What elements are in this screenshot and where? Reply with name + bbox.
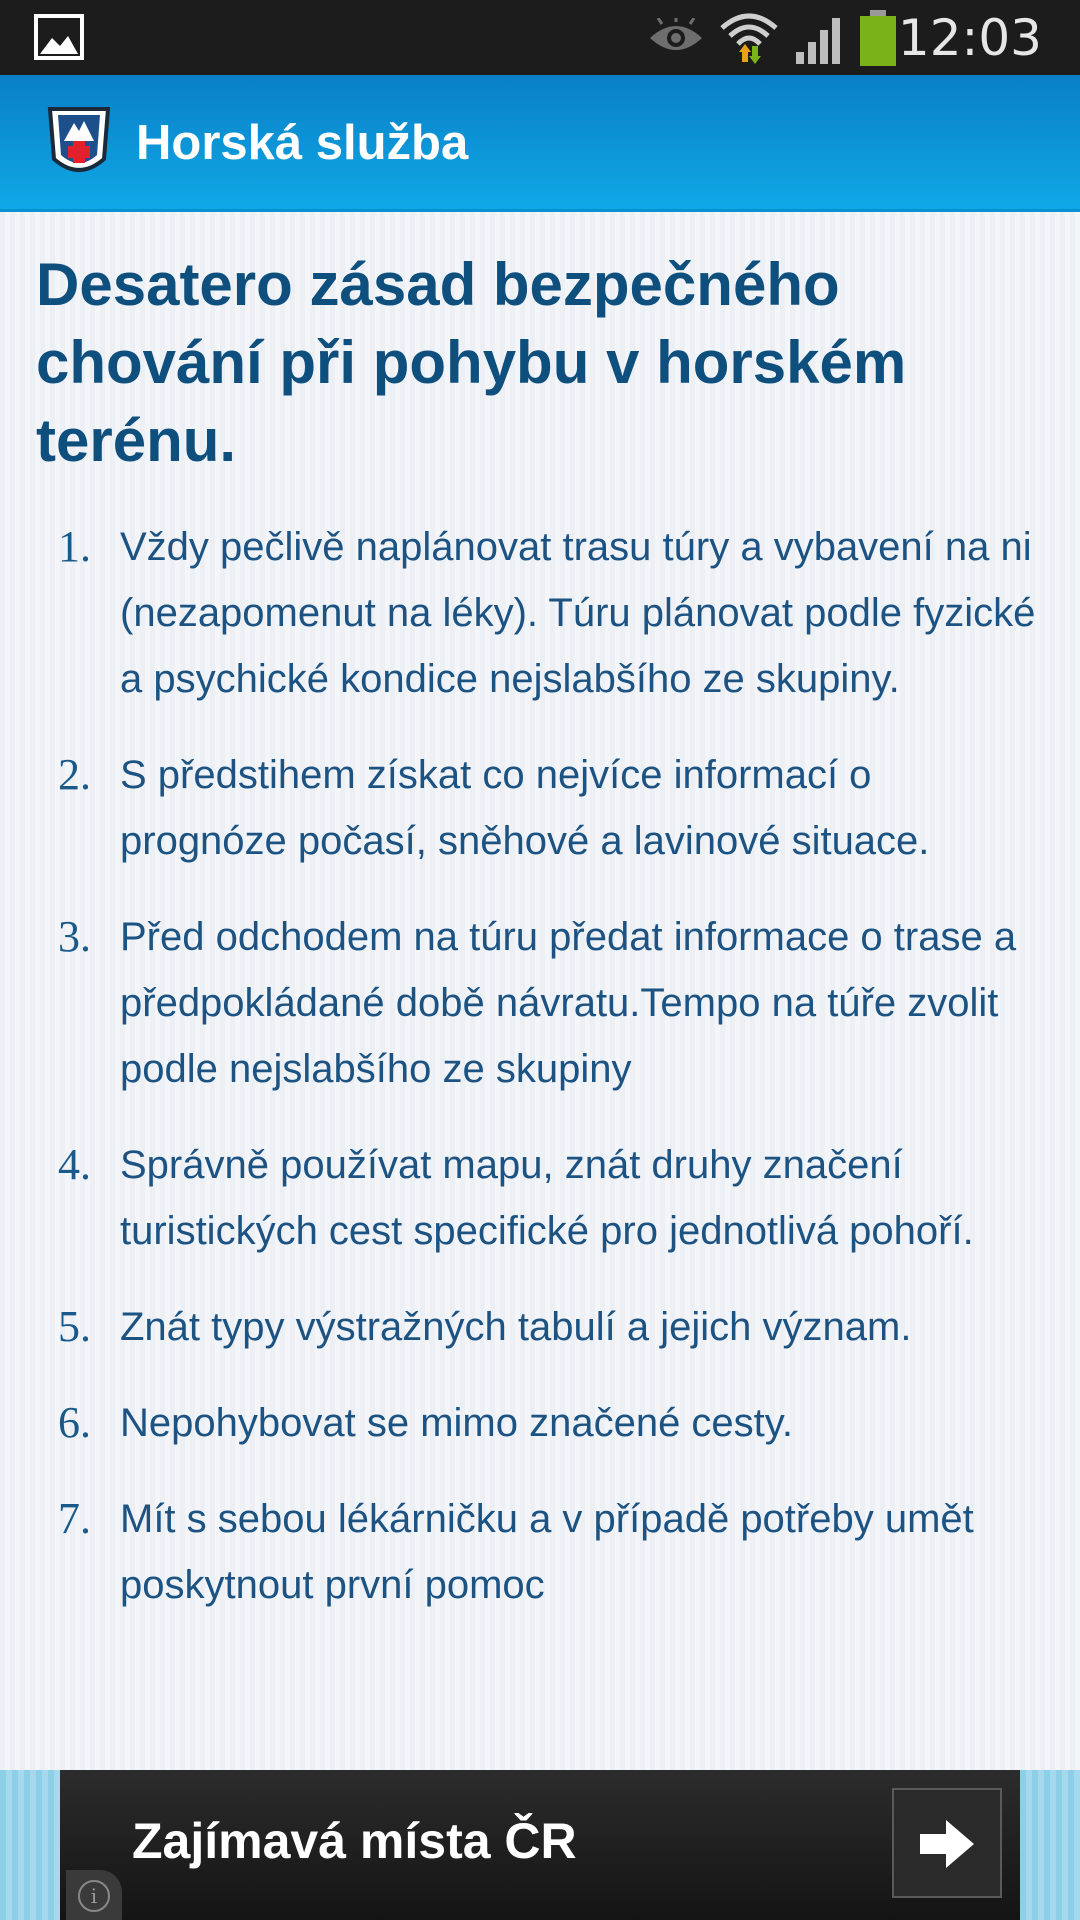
info-icon: i: [78, 1880, 110, 1912]
app-bar: [0, 75, 1080, 212]
list-item-text: Mít s sebou lékárničku a v případě potřeby umět poskytnout první pomoc: [120, 1497, 974, 1607]
list-item-text: Nepohybovat se mimo značené cesty.: [120, 1401, 793, 1445]
status-bar: [0, 0, 1080, 75]
list-item-text: Správně používat mapu, znát druhy značení turistických cest specifické pro jednotlivá pohoří.: [120, 1143, 974, 1253]
status-time: 12:03: [897, 9, 1042, 67]
ad-arrow-button[interactable]: [892, 1788, 1002, 1898]
list-item-number: 1.: [58, 522, 91, 571]
rules-list: [0, 514, 1080, 1648]
horska-sluzba-logo-icon[interactable]: [42, 101, 116, 183]
list-item: [0, 742, 1080, 874]
ad-info-button[interactable]: [66, 1870, 122, 1920]
list-item-text: S předstihem získat co nejvíce informací o prognóze počasí, sněhové a lavinové situace.: [120, 753, 930, 863]
list-item-number: 5.: [58, 1302, 91, 1351]
image-notification-icon: [34, 14, 84, 60]
list-item: [0, 1132, 1080, 1264]
list-item-number: 2.: [58, 750, 91, 799]
ad-bar: [0, 1770, 1080, 1920]
list-item: [0, 1294, 1080, 1360]
list-item-number: 6.: [58, 1398, 91, 1447]
list-item-text: Vždy pečlivě naplánovat trasu túry a vybavení na ni (nezapomenut na léky). Túru plánovat podle fyzické a psychické kondice nejslabšího ze skupiny.: [120, 525, 1036, 701]
list-item: [0, 1486, 1080, 1618]
page-heading: Desatero zásad bezpečného chování při pohybu v horském terénu.: [36, 251, 907, 474]
battery-icon: [858, 10, 898, 66]
list-item-text: Znát typy výstražných tabulí a jejich význam.: [120, 1305, 912, 1349]
eye-icon: [648, 18, 704, 58]
ad-text: Zajímavá místa ČR: [132, 1813, 577, 1869]
list-item-text: Před odchodem na túru předat informace o trase a předpokládané době návratu.Tempo na túře zvolit podle nejslabšího ze skupiny: [120, 915, 1017, 1091]
app-title: Horská služba: [136, 116, 469, 170]
list-item: [0, 904, 1080, 1102]
ad-banner[interactable]: [60, 1770, 1020, 1920]
list-item-number: 3.: [58, 912, 91, 961]
list-item: [0, 1390, 1080, 1456]
list-item: [0, 514, 1080, 712]
list-item-number: 7.: [58, 1494, 91, 1543]
signal-icon: [794, 16, 844, 64]
content-area[interactable]: [0, 212, 1080, 1770]
arrow-right-icon: [918, 1818, 976, 1870]
list-item-number: 4.: [58, 1140, 91, 1189]
wifi-icon: [718, 10, 780, 64]
